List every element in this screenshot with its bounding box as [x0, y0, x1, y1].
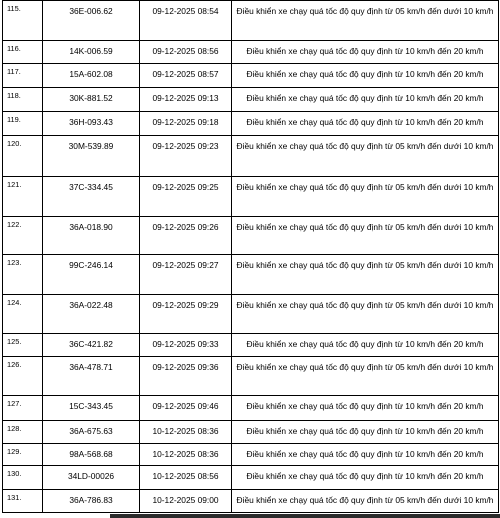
row-number-cell: 123. — [3, 255, 43, 295]
license-plate-cell: 36A-786.83 — [43, 490, 140, 513]
bottom-edge-dark-strip — [110, 514, 500, 518]
row-number-cell: 121. — [3, 177, 43, 217]
row-number-cell: 124. — [3, 295, 43, 334]
row-number-cell: 125. — [3, 334, 43, 357]
table-row — [3, 466, 499, 490]
row-number-cell: 131. — [3, 490, 43, 513]
license-plate-cell: 36A-018.90 — [43, 217, 140, 255]
violation-time-cell: 09-12-2025 08:57 — [140, 64, 232, 88]
violation-description-cell: Điều khiển xe chạy quá tốc độ quy định từ 05 km/h đến dưới 10 km/h — [232, 136, 499, 177]
license-plate-cell: 36A-675.63 — [43, 421, 140, 444]
row-number-cell: 127. — [3, 396, 43, 421]
table-row — [3, 41, 499, 64]
violations-table-body — [3, 1, 499, 513]
license-plate-cell: 30M-539.89 — [43, 136, 140, 177]
violation-description-cell: Điều khiển xe chạy quá tốc độ quy định từ 05 km/h đến dưới 10 km/h — [232, 1, 499, 41]
table-row — [3, 112, 499, 136]
table-row — [3, 357, 499, 396]
table-row — [3, 217, 499, 255]
violation-time-cell: 10-12-2025 09:00 — [140, 490, 232, 513]
table-row — [3, 444, 499, 466]
table-row — [3, 88, 499, 112]
license-plate-cell: 36E-006.62 — [43, 1, 140, 41]
violation-time-cell: 09-12-2025 09:29 — [140, 295, 232, 334]
violation-description-cell: Điều khiển xe chạy quá tốc độ quy định từ 10 km/h đến 20 km/h — [232, 444, 499, 466]
violation-description-cell: Điều khiển xe chạy quá tốc độ quy định từ 05 km/h đến dưới 10 km/h — [232, 357, 499, 396]
violation-time-cell: 09-12-2025 08:54 — [140, 1, 232, 41]
table-row — [3, 64, 499, 88]
table-row — [3, 490, 499, 513]
table-row — [3, 1, 499, 41]
violation-description-cell: Điều khiển xe chạy quá tốc độ quy định từ 05 km/h đến dưới 10 km/h — [232, 177, 499, 217]
row-number-cell: 118. — [3, 88, 43, 112]
row-number-cell: 119. — [3, 112, 43, 136]
violation-time-cell: 09-12-2025 09:23 — [140, 136, 232, 177]
violation-description-cell: Điều khiển xe chạy quá tốc độ quy định từ 05 km/h đến dưới 10 km/h — [232, 255, 499, 295]
violation-time-cell: 09-12-2025 08:56 — [140, 41, 232, 64]
row-number-cell: 130. — [3, 466, 43, 490]
violation-time-cell: 09-12-2025 09:33 — [140, 334, 232, 357]
violations-table — [2, 0, 499, 513]
license-plate-cell: 36C-421.82 — [43, 334, 140, 357]
violation-description-cell: Điều khiển xe chạy quá tốc độ quy định từ 10 km/h đến 20 km/h — [232, 396, 499, 421]
bottom-edge-bar — [0, 514, 500, 518]
violation-time-cell: 09-12-2025 09:27 — [140, 255, 232, 295]
violation-description-cell: Điều khiển xe chạy quá tốc độ quy định từ 10 km/h đến 20 km/h — [232, 112, 499, 136]
violation-description-cell: Điều khiển xe chạy quá tốc độ quy định từ 10 km/h đến 20 km/h — [232, 41, 499, 64]
violation-time-cell: 09-12-2025 09:46 — [140, 396, 232, 421]
row-number-cell: 117. — [3, 64, 43, 88]
violation-description-cell: Điều khiển xe chạy quá tốc độ quy định từ 05 km/h đến dưới 10 km/h — [232, 217, 499, 255]
violation-description-cell: Điều khiển xe chạy quá tốc độ quy định từ 10 km/h đến 20 km/h — [232, 88, 499, 112]
table-row — [3, 396, 499, 421]
violation-description-cell: Điều khiển xe chạy quá tốc độ quy định từ 10 km/h đến 20 km/h — [232, 421, 499, 444]
violation-time-cell: 10-12-2025 08:36 — [140, 421, 232, 444]
table-row — [3, 421, 499, 444]
license-plate-cell: 99C-246.14 — [43, 255, 140, 295]
table-row — [3, 136, 499, 177]
violation-description-cell: Điều khiển xe chạy quá tốc độ quy định từ 10 km/h đến 20 km/h — [232, 334, 499, 357]
license-plate-cell: 98A-568.68 — [43, 444, 140, 466]
row-number-cell: 126. — [3, 357, 43, 396]
row-number-cell: 122. — [3, 217, 43, 255]
license-plate-cell: 37C-334.45 — [43, 177, 140, 217]
license-plate-cell: 14K-006.59 — [43, 41, 140, 64]
license-plate-cell: 15A-602.08 — [43, 64, 140, 88]
row-number-cell: 120. — [3, 136, 43, 177]
table-row — [3, 177, 499, 217]
violation-time-cell: 09-12-2025 09:26 — [140, 217, 232, 255]
violation-time-cell: 10-12-2025 08:36 — [140, 444, 232, 466]
license-plate-cell: 36A-478.71 — [43, 357, 140, 396]
violation-description-cell: Điều khiển xe chạy quá tốc độ quy định từ 05 km/h đến dưới 10 km/h — [232, 295, 499, 334]
table-row — [3, 334, 499, 357]
violation-time-cell: 09-12-2025 09:25 — [140, 177, 232, 217]
table-row — [3, 255, 499, 295]
violation-description-cell: Điều khiển xe chạy quá tốc độ quy định từ 10 km/h đến 20 km/h — [232, 64, 499, 88]
row-number-cell: 115. — [3, 1, 43, 41]
violation-description-cell: Điều khiển xe chạy quá tốc độ quy định từ 10 km/h đến 20 km/h — [232, 466, 499, 490]
row-number-cell: 129. — [3, 444, 43, 466]
violation-time-cell: 10-12-2025 08:56 — [140, 466, 232, 490]
violation-description-cell: Điều khiển xe chạy quá tốc độ quy định từ 05 km/h đến dưới 10 km/h — [232, 490, 499, 513]
row-number-cell: 116. — [3, 41, 43, 64]
license-plate-cell: 30K-881.52 — [43, 88, 140, 112]
license-plate-cell: 34LD-00026 — [43, 466, 140, 490]
row-number-cell: 128. — [3, 421, 43, 444]
table-row — [3, 295, 499, 334]
violation-time-cell: 09-12-2025 09:18 — [140, 112, 232, 136]
license-plate-cell: 15C-343.45 — [43, 396, 140, 421]
license-plate-cell: 36H-093.43 — [43, 112, 140, 136]
license-plate-cell: 36A-022.48 — [43, 295, 140, 334]
violation-time-cell: 09-12-2025 09:13 — [140, 88, 232, 112]
violation-time-cell: 09-12-2025 09:36 — [140, 357, 232, 396]
